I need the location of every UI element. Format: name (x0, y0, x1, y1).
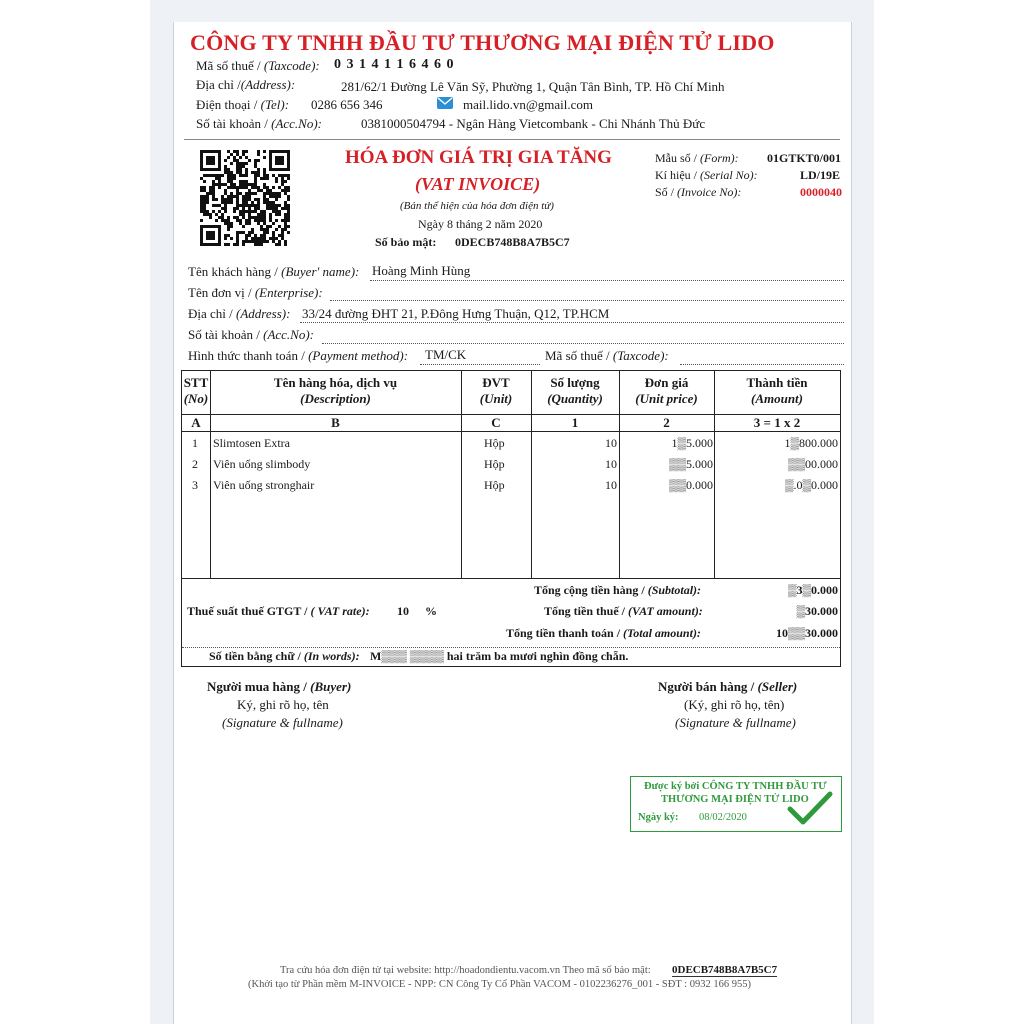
account-row-label (196, 116, 322, 132)
row-description: Slimtosen Extra (213, 436, 290, 450)
vat-rate-unit: % (425, 604, 437, 618)
qr-code (200, 150, 290, 246)
account-label-en: (Acc.No): (271, 116, 322, 131)
taxcode-label-en: (Taxcode): (263, 58, 320, 73)
vat-amount-label (544, 604, 703, 619)
subtotal-label-en: (Subtotal): (647, 583, 702, 597)
items-table (181, 370, 841, 667)
buyer-sign-instruction-en: (Signature & fullname) (222, 715, 343, 730)
in-words-label-vi: Số tiền bằng chữ / (209, 649, 304, 663)
header-divider (184, 139, 840, 140)
subtotal-value: ▒3▒0.000 (787, 583, 838, 597)
code-b: B (331, 415, 340, 430)
row-amount: ▒▒00.000 (787, 457, 838, 471)
dotted-line (680, 364, 844, 365)
code-2: 2 (663, 415, 670, 430)
header-unit-price-en: (Unit price) (635, 391, 698, 406)
number-label-vi: Số / (655, 185, 678, 199)
taxcode-row (196, 58, 320, 74)
row-description: Viên uống slimbody (213, 457, 311, 471)
buyer-account-label-en: (Acc.No): (263, 327, 314, 342)
buyer-signature-title-en: (Buyer) (310, 679, 352, 694)
address-row-label (196, 77, 295, 93)
header-no-en: (No) (183, 391, 209, 406)
footer-lookup-code: 0DECB748B8A7B5C7 (672, 964, 778, 976)
form-label-vi: Mẫu số / (655, 151, 700, 165)
buyer-taxcode-label-vi: Mã số thuế / (545, 348, 613, 363)
payment-method: TM/CK (425, 347, 467, 362)
header-amount-en: (Amount) (750, 391, 803, 406)
enterprise-label-en: (Enterprise): (254, 285, 323, 300)
header-description (210, 375, 461, 407)
in-words-value: M▒▒▒ ▒▒▒▒ hai trăm ba mươi nghìn đồng chẵn. (370, 649, 629, 663)
code-a: A (191, 415, 201, 430)
code-3: 3 = 1 x 2 (753, 415, 801, 430)
form-value: 01GTKT0/001 (767, 151, 842, 165)
buyer-name-label-vi: Tên khách hàng / (188, 264, 282, 279)
stamp-date-label: Ngày ký: (638, 812, 679, 823)
vat-rate-label (187, 604, 370, 619)
dotted-line (370, 280, 844, 281)
serial-label (655, 168, 758, 183)
total-label (506, 626, 701, 641)
header-unit-en: (Unit) (479, 391, 513, 406)
header-unit (461, 375, 531, 407)
row-unit: Hộp (484, 436, 505, 450)
invoice-subtitle: (Bản thể hiện của hóa đơn điện tử) (400, 200, 554, 212)
header-unit-price-vi: Đơn giá (644, 375, 689, 390)
serial-label-en: (Serial No): (700, 168, 758, 182)
phone-label-en: (Tel): (260, 97, 290, 112)
footer-lookup: Tra cứu hóa đơn điện tử tại website: http://hoadondientu.vacom.vn Theo mã số bảo mật: (280, 965, 651, 976)
row-no: 3 (192, 478, 198, 492)
header-no-vi: STT (183, 375, 209, 390)
address-label-en: (Address): (240, 77, 296, 92)
serial-label-vi: Kí hiệu / (655, 168, 700, 182)
form-label-en: (Form): (700, 151, 739, 165)
address-label: Địa chỉ / (196, 77, 241, 92)
header-no (182, 375, 210, 407)
row-amount: 1▒800.000 (784, 436, 838, 450)
phone-label: Điện thoại / (196, 97, 261, 112)
vat-amount-value: ▒30.000 (796, 604, 838, 618)
buyer-address-label-vi: Địa chỉ / (188, 306, 237, 321)
digital-signature-stamp (630, 776, 842, 832)
payment-label-vi: Hình thức thanh toán / (188, 348, 309, 363)
company-name: CÔNG TY TNHH ĐẦU TƯ THƯƠNG MẠI ĐIỆN TỬ LIDO (190, 30, 775, 55)
row-divider (182, 647, 840, 648)
row-unit-price: ▒▒5.000 (668, 457, 713, 471)
invoice-title-en: (VAT INVOICE) (415, 174, 541, 194)
serial-value: LD/19E (800, 168, 841, 182)
buyer-address-label (188, 306, 290, 322)
header-amount-vi: Thành tiền (746, 375, 808, 390)
vat-rate-label-en: ( VAT rate): (310, 604, 370, 618)
header-quantity-vi: Số lượng (550, 375, 600, 390)
buyer-address: 33/24 đường ĐHT 21, P.Đông Hưng Thuận, Q12, TP.HCM (302, 306, 610, 321)
seller-signature-title-en: (Seller) (757, 679, 798, 694)
checkmark-icon (787, 791, 833, 827)
buyer-account-label (188, 327, 314, 343)
form-label (655, 151, 739, 166)
buyer-taxcode-label (545, 348, 669, 364)
stamp-line1: Được ký bởi CÔNG TY TNHH ĐẦU TƯ (644, 781, 827, 792)
total-value: 10▒▒30.000 (775, 626, 838, 640)
row-no: 2 (192, 457, 198, 471)
buyer-address-label-en: (Address): (236, 306, 291, 321)
header-description-en: (Description) (300, 391, 371, 406)
in-words-label-en: (In words): (303, 649, 360, 663)
company-phone: 0286 656 346 (311, 97, 383, 112)
vat-amount-label-vi: Tổng tiền thuế / (544, 604, 629, 618)
buyer-account-label-vi: Số tài khoản / (188, 327, 264, 342)
account-label: Số tài khoản / (196, 116, 272, 131)
company-taxcode: 0 3 1 4 1 1 6 4 6 0 (334, 57, 455, 72)
buyer-name: Hoàng Minh Hùng (372, 263, 471, 278)
header-description-vi: Tên hàng hóa, dịch vụ (273, 375, 398, 390)
header-quantity (531, 375, 619, 407)
mail-icon (437, 97, 453, 109)
row-quantity: 10 (605, 478, 617, 492)
row-unit-price: 1▒5.000 (671, 436, 713, 450)
header-quantity-en: (Quantity) (547, 391, 603, 406)
row-no: 1 (192, 436, 198, 450)
payment-label (188, 348, 408, 364)
row-quantity: 10 (605, 436, 617, 450)
seller-signature-title-vi: Người bán hàng / (658, 679, 758, 694)
buyer-name-label (188, 264, 359, 280)
vat-rate-label-vi: Thuế suất thuế GTGT / (187, 604, 311, 618)
code-c: C (491, 415, 501, 430)
invoice-number: 0000040 (800, 185, 842, 199)
header-unit-vi: ĐVT (482, 375, 510, 390)
company-address: 281/62/1 Đường Lê Văn Sỹ, Phường 1, Quận Tân Bình, TP. Hồ Chí Minh (341, 79, 725, 94)
row-amount: ▒.0▒0.000 (784, 478, 838, 492)
row-description: Viên uống stronghair (213, 478, 315, 492)
enterprise-label-vi: Tên đơn vị / (188, 285, 255, 300)
dotted-line (300, 322, 844, 323)
dotted-line (420, 364, 540, 365)
header-unit-price (619, 375, 714, 407)
invoice-title: HÓA ĐƠN GIÁ TRỊ GIA TĂNG (345, 147, 612, 168)
buyer-signature-title (207, 679, 351, 695)
subtotal-label (534, 583, 701, 598)
buyer-signature-title-vi: Người mua hàng / (207, 679, 311, 694)
seller-sign-instruction: (Ký, ghi rõ họ, tên) (684, 697, 785, 712)
row-unit: Hộp (484, 478, 505, 492)
in-words-label (209, 649, 360, 664)
dotted-line (322, 343, 844, 344)
phone-row-label (196, 97, 289, 113)
buyer-taxcode-label-en: (Taxcode): (612, 348, 669, 363)
seller-signature-title (658, 679, 797, 695)
stamp-date: 08/02/2020 (699, 812, 747, 823)
row-unit-price: ▒▒0.000 (668, 478, 713, 492)
code-1: 1 (571, 415, 579, 430)
secret-label: Số bảo mật: (375, 235, 437, 249)
row-unit: Hộp (484, 457, 505, 471)
row-divider (182, 431, 840, 432)
dotted-line (330, 300, 844, 301)
seller-sign-instruction-en: (Signature & fullname) (675, 715, 796, 730)
number-label-en: (Invoice No): (677, 185, 742, 199)
row-quantity: 10 (605, 457, 617, 471)
stamp-line2: THƯƠNG MẠI ĐIỆN TỬ LIDO (661, 794, 809, 805)
number-label (655, 185, 741, 200)
header-amount (714, 375, 840, 407)
total-label-vi: Tổng tiền thanh toán / (506, 626, 624, 640)
company-account: 0381000504794 - Ngân Hàng Vietcombank - Chi Nhánh Thủ Đức (361, 116, 706, 131)
enterprise-label (188, 285, 323, 301)
secret-code: 0DECB748B8A7B5C7 (455, 235, 570, 249)
subtotal-label-vi: Tổng cộng tiền hàng / (534, 583, 648, 597)
footer-created: (Khởi tạo từ Phần mềm M-INVOICE - NPP: CN Công Ty Cổ Phần VACOM - 0102236276_001 - SĐT : 0932 166 955) (248, 979, 751, 990)
payment-label-en: (Payment method): (308, 348, 409, 363)
vat-amount-label-en: (VAT amount): (628, 604, 703, 618)
taxcode-label: Mã số thuế / (196, 58, 264, 73)
buyer-name-label-en: (Buyer' name): (281, 264, 360, 279)
invoice-date: Ngày 8 tháng 2 năm 2020 (418, 217, 543, 231)
row-divider (182, 578, 840, 579)
vat-rate-value: 10 (397, 604, 409, 618)
company-email[interactable]: mail.lido.vn@gmail.com (463, 97, 594, 112)
total-label-en: (Total amount): (623, 626, 701, 640)
buyer-sign-instruction: Ký, ghi rõ họ, tên (237, 697, 329, 712)
